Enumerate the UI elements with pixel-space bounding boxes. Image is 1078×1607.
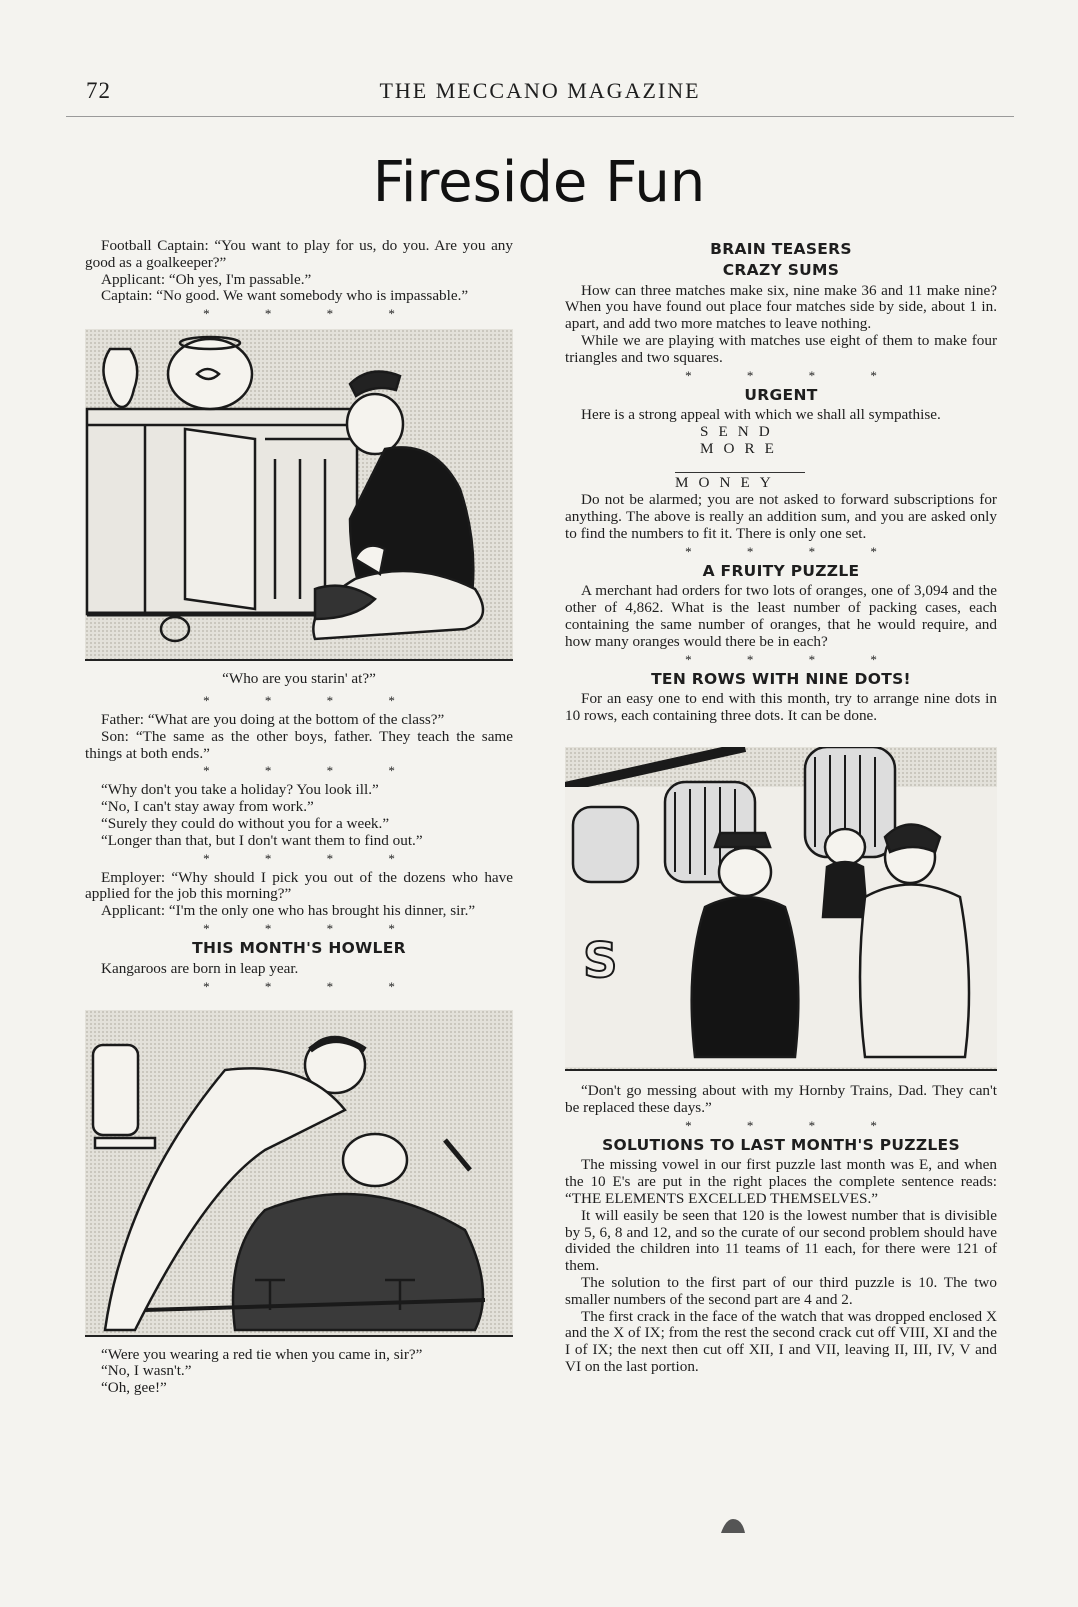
star-separator: * * * *	[203, 850, 421, 866]
puzzle-text: A merchant had orders for two lots of oranges, one of 3,094 and the other of 4,862. What is the least number of packing cases, each containing the same number of oranges, that he would require, and how many oranges would there be in each?	[565, 582, 997, 650]
howler-heading: THIS MONTH'S HOWLER	[192, 938, 406, 957]
cartoon-barber-drawing	[85, 1010, 513, 1335]
joke-paragraph: “Longer than that, but I don't want them to find out.”	[101, 831, 423, 849]
nine-dots-heading: TEN ROWS WITH NINE DOTS!	[651, 669, 911, 688]
cartoon-train-image	[565, 747, 997, 1071]
puzzle-text: How can three matches make six, nine make 36 and 11 make nine? When you have found out place four matches side by side, about 1 in. apart, and add two more matches to leave nothing.	[565, 281, 997, 333]
page-title: Fireside Fun	[372, 150, 706, 215]
joke-paragraph: Applicant: “Oh yes, I'm passable.”	[101, 270, 312, 288]
joke-paragraph: Captain: “No good. We want somebody who is impassable.”	[101, 287, 469, 305]
cartoon-caption: “Who are you starin' at?”	[222, 670, 376, 688]
page-number: 72	[86, 78, 111, 103]
sum-row: SEND	[700, 423, 780, 441]
crazy-sums-heading: CRAZY SUMS	[722, 260, 840, 279]
caption-line: “Were you wearing a red tie when you came in, sir?”	[101, 1345, 423, 1363]
sum-row: MORE	[700, 440, 784, 458]
star-separator: * * * *	[203, 306, 421, 322]
joke-paragraph: “Why don't you take a holiday? You look ill.”	[101, 781, 379, 799]
header-rule	[66, 116, 1014, 117]
cartoon-train-drawing	[565, 747, 997, 1069]
brain-teasers-heading: BRAIN TEASERS	[710, 240, 852, 258]
star-separator: * * * *	[685, 1117, 903, 1133]
solution-text: The first crack in the face of the watch that was dropped enclosed X and the X of IX; from the rest the second crack cut off VIII, XI and the I of IX; the next then cut off XII, I and VII, leaving II, III, IV, V and VI on the last portion.	[565, 1307, 997, 1375]
star-separator: * * * *	[685, 651, 903, 667]
cartoon-barber-image	[85, 1010, 513, 1337]
caption-line: “No, I wasn't.”	[101, 1362, 192, 1380]
right-column	[565, 238, 997, 1376]
ornament-icon	[718, 1515, 748, 1537]
cartoon-caption-block	[85, 1347, 513, 1397]
left-column	[85, 238, 513, 1403]
solution-text: The missing vowel in our first puzzle last month was E, and when the 10 E's are put in the right places the complete sentence reads: “THE ELEMENTS EXCELLED THEMSELVES.”	[565, 1156, 997, 1207]
star-separator: * * * *	[685, 543, 903, 559]
addition-sum	[565, 424, 997, 492]
cartoon-caption: “Don't go messing about with my Hornby Trains, Dad. They can't be replaced these days.”	[565, 1081, 997, 1116]
puzzle-text: Do not be alarmed; you are not asked to forward subscriptions for anything. The above is really an addition sum, and you are asked only to find the numbers to fit it. There is only one set.	[565, 491, 997, 542]
star-separator: * * * *	[203, 763, 421, 779]
caption-line: “Oh, gee!”	[101, 1379, 167, 1397]
cartoon-cabinet-drawing	[85, 329, 513, 659]
puzzle-text: While we are playing with matches use eight of them to make four triangles and two squares.	[565, 331, 997, 366]
puzzle-text: For an easy one to end with this month, try to arrange nine dots in 10 rows, each containing three dots. It can be done.	[565, 690, 997, 725]
star-separator: * * * *	[203, 692, 421, 708]
solution-text: The solution to the first part of our third puzzle is 10. The two smaller numbers of the second part are 4 and 2.	[565, 1273, 997, 1308]
urgent-heading: URGENT	[744, 385, 818, 404]
star-separator: * * * *	[685, 367, 903, 383]
page-header	[66, 78, 1014, 108]
solution-text: It will easily be seen that 120 is the lowest number that is divisible by 5, 6, 8 and 12, and so the curate of our second problem should have divided the children into 11 teams of 11 each, for there were 121 of them.	[565, 1206, 997, 1275]
sum-rule	[675, 472, 805, 473]
joke-paragraph: “Surely they could do without you for a week.”	[101, 814, 390, 832]
joke-paragraph: “No, I can't stay away from work.”	[101, 798, 314, 816]
running-title: THE MECCANO MAGAZINE	[379, 78, 701, 103]
puzzle-text: Here is a strong appeal with which we shall all sympathise.	[581, 406, 941, 424]
fruity-puzzle-heading: A FRUITY PUZZLE	[702, 561, 860, 580]
star-separator: * * * *	[203, 920, 421, 936]
howler-text: Kangaroos are born in leap year.	[101, 959, 299, 977]
joke-paragraph: Son: “The same as the other boys, father. They teach the same things at both ends.”	[85, 727, 513, 762]
joke-paragraph: Applicant: “I'm the only one who has brought his dinner, sir.”	[101, 902, 476, 920]
sum-total-row: MONEY	[675, 474, 781, 492]
joke-paragraph: Football Captain: “You want to play for us, do you. Are you any good as a goalkeeper?”	[85, 237, 513, 271]
joke-paragraph: Father: “What are you doing at the bottom of the class?”	[101, 710, 445, 728]
cartoon-cabinet-image	[85, 329, 513, 661]
carriage-letter: S	[583, 932, 618, 989]
solutions-heading: SOLUTIONS TO LAST MONTH'S PUZZLES	[602, 1135, 960, 1154]
joke-paragraph: Employer: “Why should I pick you out of the dozens who have applied for the job this morning?”	[85, 868, 513, 903]
star-separator: * * * *	[203, 978, 421, 994]
